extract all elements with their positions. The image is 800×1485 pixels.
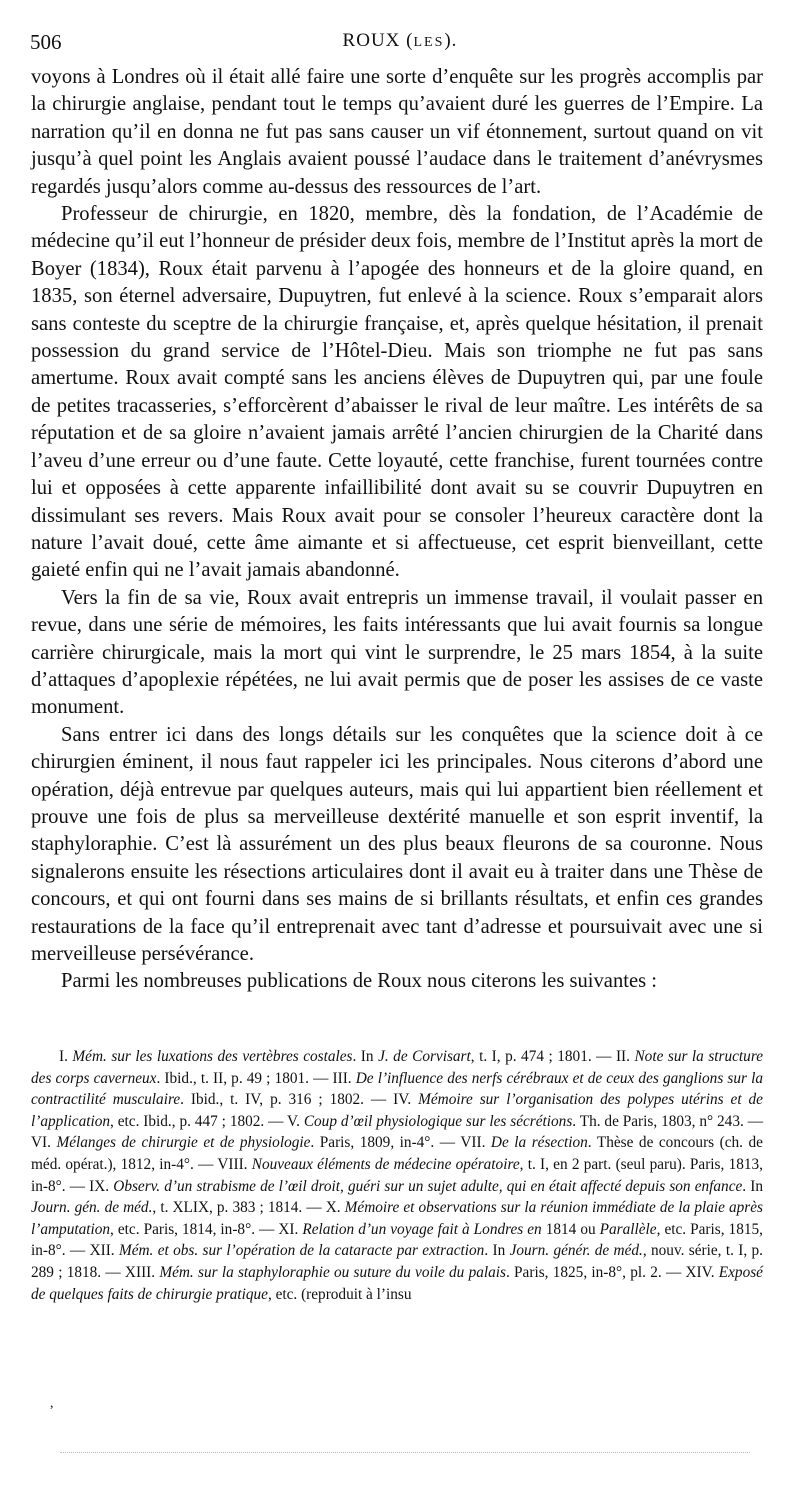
paragraph: Sans entrer ici dans des longs détails sur les conquêtes que la science doit à ce chirurgien éminent, il nous faut rappeler ici les principales. Nous citerons d’abord une opération, déjà entrevue par quelques auteurs, mais qui lui appartient bien réellement et prouve une fois de plus sa merveilleuse dextérité manuelle et son esprit inventif, la staphyloraphie. C’est là assurément un des plus beaux fleurons de sa couronne. Nous signalerons ensuite les résections articulaires dont il avait eu à traiter dans une Thèse de concours, et qui ont fourni dans ses mains de si brillants résultats, et enfin ces grandes restaurations de la face qu’il entreprenait avec tant d’adresse et poursuivait avec une si merveilleuse persévérance.	[31, 723, 763, 965]
bibliography-text: , etc. Paris, 1815, in-8°. — XII.	[31, 1220, 763, 1260]
bibliography-title: Mélanges de chirurgie et de physiologie	[56, 1134, 311, 1152]
bibliography-title: Observ. d’un strabisme de l’œil droit, guéri sur un sujet adulte, qui en était affecté depuis son enfance	[113, 1177, 743, 1195]
bibliography-text: 1814 ou	[541, 1220, 600, 1238]
bibliography-title: Exposé de quelques faits de chirurgie pratique	[31, 1263, 763, 1303]
footer-mark: ,	[50, 1396, 54, 1411]
paragraph-continued: voyons à Londres où il était allé faire une sorte d’enquête sur les progrès accomplis par la chirurgie anglaise, pendant tout le temps qu’avaient duré les guerres de l’Empire. La narration qu’il en donna ne fut pas sans causer un vif étonnement, surtout quand on vit jusqu’à quel point les Anglais avaient poussé l’audace dans le traitement d’anévrysmes regardés jusqu’alors comme au-dessus des ressources de l’art.	[31, 66, 763, 198]
bibliography-text: . Thèse de concours (ch. de méd. opérat.), 1812, in-4°. — VIII.	[31, 1134, 763, 1173]
bibliography-text: . Paris, 1825, in-8°, pl. 2. — XIV.	[505, 1263, 719, 1281]
bibliography-text: . Ibid., t. II, p. 49 ; 1801. — III.	[156, 1069, 356, 1087]
body-text	[31, 64, 763, 996]
bibliography-text: . Th. de Paris, 1803, n° 243. — VI.	[31, 1112, 763, 1152]
bibliography-paragraph	[31, 1046, 763, 1305]
bibliography-title: Mémoire sur l’organisation des polypes utérins et de l’application	[31, 1091, 763, 1130]
bibliography-text: I.	[59, 1048, 73, 1065]
page-number: 506	[30, 30, 62, 54]
bibliography-title: Mém. sur la staphyloraphie ou suture du voile du palais	[159, 1263, 506, 1281]
bibliography-text: , etc. Ibid., p. 447 ; 1802. — V.	[110, 1112, 304, 1130]
paragraph: Professeur de chirurgie, en 1820, membre, dès la fondation, de l’Académie de médecine qu’il eut l’honneur de présider deux fois, membre de l’Institut après la mort de Boyer (1834), Roux était parvenu à l’apogée des honneurs et de la gloire quand, en 1835, son éternel adversaire, Dupuytren, fut enlevé à la science. Roux s’emparait alors sans conteste du sceptre de la chirurgie française, et, après quelque hésitation, il prenait possession du grand service de l’Hôtel-Dieu. Mais son triomphe ne fut pas sans amertume. Roux avait compté sans les anciens élèves de Dupuytren qui, par une foule de petites tracasseries, s’efforcèrent d’abaisser le rival de leur maître. Les intérêts de sa réputation et de sa gloire n’avaient jamais arrêté l’ancien chirurgien de la Charité dans l’aveu d’une erreur ou d’une faute. Cette loyauté, cette franchise, furent tournées contre lui et opposées à cette apparente infaillibilité dont avait su se couvrir Dupuytren en dissimulant ses revers. Mais Roux avait pour se consoler l’heureux caractère dont la nature l’avait doué, cette âme aimante et si affectueuse, cet esprit bienveillant, cette gaieté enfin qui ne l’avait jamais abandonné.	[31, 203, 763, 582]
bibliography-text: , t. XLIX, p. 383 ; 1814. — X.	[152, 1199, 345, 1217]
bibliography-title: Journ. gén. de méd.	[31, 1199, 153, 1217]
bibliography-text: . In	[742, 1177, 763, 1195]
bibliography-notes	[31, 1046, 763, 1305]
bibliography-title: Relation d’un voyage fait à Londres en	[302, 1220, 542, 1238]
bibliography-text: , nouv. série, t. I, p. 289 ; 1818. — XIII.	[31, 1242, 763, 1281]
bibliography-text: , t. I, p. 474 ; 1801. — II.	[470, 1048, 635, 1065]
running-title-end: ).	[444, 30, 458, 51]
bibliography-title: Note sur la structure des corps caverneux	[31, 1048, 763, 1087]
bibliography-text: , etc. Paris, 1814, in-8°. — XI.	[110, 1220, 303, 1238]
bibliography-title: De la résection	[490, 1134, 588, 1152]
bibliography-text: . Ibid., t. IV, p. 316 ; 1802. — IV.	[180, 1091, 419, 1109]
bibliography-title: De l’influence des nerfs cérébraux et de ceux des ganglions sur la contractilité musculaire	[31, 1069, 763, 1109]
bibliography-text: . In	[484, 1242, 510, 1260]
page-header	[30, 30, 770, 60]
bibliography-title: Mém. et obs. sur l’opération de la cataracte par extraction	[118, 1242, 485, 1260]
bibliography-text: . In	[352, 1048, 379, 1065]
bibliography-title: Mémoire et observations sur la réunion immédiate de la plaie après l’amputation	[31, 1199, 763, 1238]
bibliography-text: , t. I, en 2 part. (seul paru). Paris, 1813, in-8°. — IX.	[31, 1155, 763, 1195]
bibliography-title: J. de Corvisart	[378, 1048, 471, 1065]
running-title-small: LES	[413, 35, 445, 50]
bibliography-title: Coup d’œil physiologique sur les sécrétions	[303, 1112, 573, 1130]
paragraph: Vers la fin de sa vie, Roux avait entrepris un immense travail, il voulait passer en revue, dans une série de mémoires, les faits intéressants que lui avait fournis sa longue carrière chirurgicale, mais la mort qui vint le surprendre, le 25 mars 1854, à la suite d’attaques d’apoplexie répétées, ne lui avait permis que de poser les assises de ce vaste monument.	[31, 586, 763, 719]
bibliography-text: , etc. (reproduit à l’insu	[267, 1285, 412, 1303]
bibliography-text: . Paris, 1809, in-4°. — VII.	[310, 1134, 491, 1152]
bibliography-title: Nouveaux éléments de médecine opératoire	[251, 1155, 520, 1173]
bibliography-title: Parallèle	[599, 1220, 657, 1238]
faint-bleed-line	[60, 1452, 750, 1453]
bibliography-title: Journ. génér. de méd.	[509, 1242, 643, 1260]
running-title-main: ROUX (	[342, 30, 414, 51]
bibliography-title: Mém. sur les luxations des vertèbres costales	[72, 1048, 353, 1065]
running-title	[30, 30, 770, 52]
paragraph-publications-intro: Parmi les nombreuses publications de Roux nous citerons les suivantes :	[61, 970, 657, 993]
